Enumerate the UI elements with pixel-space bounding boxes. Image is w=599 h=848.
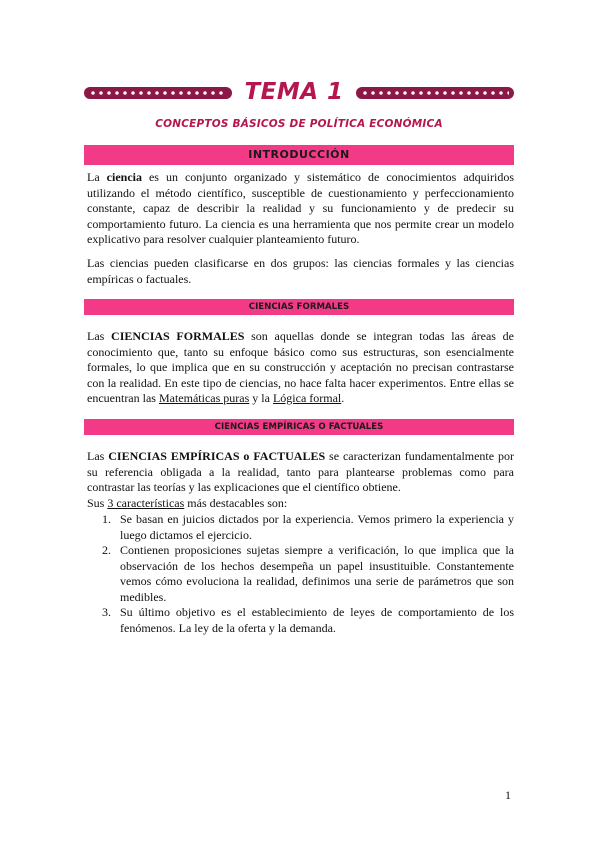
paragraph-ciencia-definition: La ciencia es un conjunto organizado y sistemático de conocimientos adquiridos utilizando el método científico, susceptible de cuestionamiento y perfeccionamiento constante, capaz de describir la realidad y su funcionamiento y de predecir su comportamiento futuro. La ciencia es una herramienta que nos permite crear un modelo explicativo para resolver cualquier planteamiento futuro. bbox=[87, 170, 514, 246]
page-subtitle: CONCEPTOS BÁSICOS DE POLÍTICA ECONÓMICA bbox=[155, 118, 443, 130]
bold-term-ciencia: ciencia bbox=[106, 170, 142, 184]
bold-term-ciencias-formales: CIENCIAS FORMALES bbox=[111, 329, 245, 343]
section-heading-introduccion: INTRODUCCIÓN bbox=[84, 145, 514, 165]
caracteristicas-list bbox=[87, 512, 514, 636]
title-row bbox=[84, 81, 514, 105]
list-item bbox=[87, 512, 514, 543]
decorative-dot-bar-left bbox=[84, 87, 232, 99]
bold-term-ciencias-empiricas: CIENCIAS EMPÍRICAS o FACTUALES bbox=[108, 449, 326, 463]
section-heading-ciencias-formales: CIENCIAS FORMALES bbox=[84, 299, 514, 315]
list-item bbox=[87, 543, 514, 605]
paragraph-ciencias-empiricas: Las CIENCIAS EMPÍRICAS o FACTUALES se caracterizan fundamentalmente por su referencia obligada a la realidad, tanto para plantearse problemas como para contrastar las teorías y las explicaciones que el científico obtiene. bbox=[87, 449, 514, 494]
paragraph-ciencias-clasificacion: Las ciencias pueden clasificarse en dos grupos: las ciencias formales y las ciencias empíricas o factuales. bbox=[87, 256, 514, 286]
underlined-logica-formal: Lógica formal bbox=[272, 391, 342, 405]
list-item-number: 2. bbox=[102, 543, 111, 557]
page-number: 1 bbox=[505, 788, 511, 802]
list-item bbox=[87, 605, 514, 636]
underlined-3-caracteristicas: 3 características bbox=[107, 496, 185, 510]
page-title: TEMA 1 bbox=[244, 79, 344, 105]
list-item-number: 1. bbox=[102, 512, 111, 526]
list-item-number: 3. bbox=[102, 605, 111, 619]
list-item-text: Su último objetivo es el establecimiento de leyes de comportamiento de los fenómenos. La ley de la oferta y la demanda. bbox=[120, 605, 514, 635]
paragraph-caracteristicas-intro: Sus 3 características más destacables son: bbox=[87, 496, 288, 510]
decorative-dot-bar-right bbox=[356, 87, 514, 99]
list-item-text: Contienen proposiciones sujetas siempre a verificación, lo que implica que la observación de los hechos desempeña un papel insustituible. Constantemente vemos cómo evoluciona la realidad, definimos una serie de parámetros que son medibles. bbox=[120, 543, 514, 604]
underlined-matematicas-puras: Matemáticas puras bbox=[158, 391, 250, 405]
list-item-text: Se basan en juicios dictados por la experiencia. Vemos primero la experiencia y luego dictamos el ejercicio. bbox=[120, 512, 514, 542]
section-heading-ciencias-empiricas: CIENCIAS EMPÍRICAS O FACTUALES bbox=[84, 419, 514, 435]
paragraph-ciencias-formales: Las CIENCIAS FORMALES son aquellas donde se integran todas las áreas de conocimiento que, tanto su enfoque básico como sus estructuras, son esencialmente formales, lo que implica que en su construcción y aceptación no precisan contrastarse con la realidad. En este tipo de ciencias, no hace falta hacer experimentos. Entre ellas se encuentran las Matemáticas puras y la Lógica formal. bbox=[87, 329, 514, 405]
